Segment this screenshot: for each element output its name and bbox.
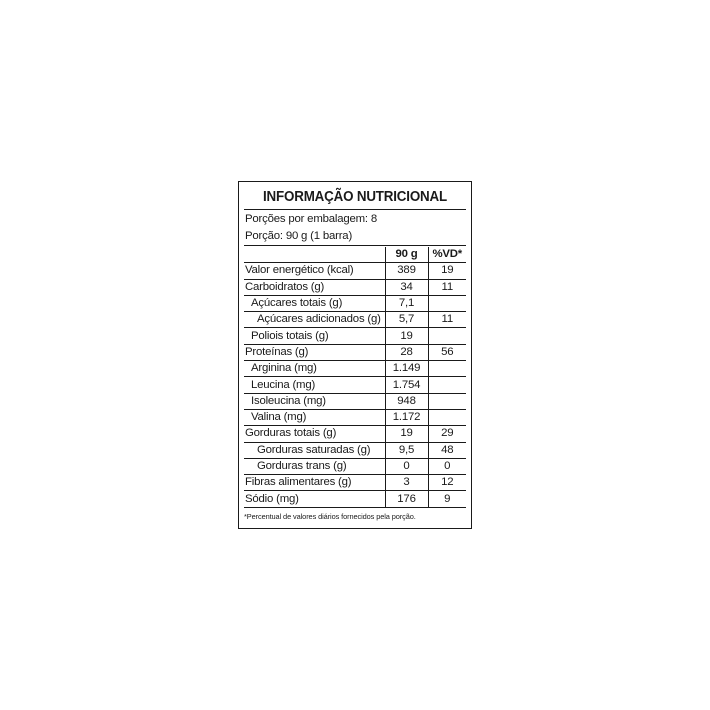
nutrient-daily-value: 48 [428, 442, 466, 458]
table-row [244, 263, 466, 279]
nutrient-amount: 28 [385, 344, 428, 360]
nutrient-amount: 34 [385, 279, 428, 295]
nutrient-daily-value: 11 [428, 279, 466, 295]
serving-size: Porção: 90 g (1 barra) [244, 227, 466, 246]
nutrient-name: Gorduras totais (g) [244, 426, 385, 442]
table-row [244, 377, 466, 393]
nutrient-name: Gorduras trans (g) [244, 458, 385, 474]
nutrition-table [244, 247, 466, 508]
header-nutrient [244, 247, 385, 263]
nutrient-daily-value [428, 328, 466, 344]
nutrient-amount: 0 [385, 458, 428, 474]
nutrient-daily-value: 12 [428, 475, 466, 491]
nutrient-amount: 1.754 [385, 377, 428, 393]
nutrient-daily-value: 9 [428, 491, 466, 507]
nutrient-amount: 19 [385, 328, 428, 344]
nutrient-name: Gorduras saturadas (g) [244, 442, 385, 458]
nutrient-name: Valina (mg) [244, 409, 385, 425]
table-row [244, 393, 466, 409]
table-row [244, 475, 466, 491]
nutrient-daily-value [428, 409, 466, 425]
table-row [244, 295, 466, 311]
nutrient-name: Açúcares adicionados (g) [244, 312, 385, 328]
nutrient-amount: 3 [385, 475, 428, 491]
nutrient-daily-value [428, 295, 466, 311]
nutrient-name: Carboidratos (g) [244, 279, 385, 295]
table-header-row [244, 247, 466, 263]
table-row [244, 279, 466, 295]
nutrient-daily-value: 19 [428, 263, 466, 279]
nutrient-name: Poliois totais (g) [244, 328, 385, 344]
header-amount: 90 g [385, 247, 428, 263]
servings-per-package: Porções por embalagem: 8 [245, 213, 377, 225]
nutrient-daily-value [428, 361, 466, 377]
header-daily-value: %VD* [428, 247, 466, 263]
nutrient-daily-value [428, 393, 466, 409]
label-title: INFORMAÇÃO NUTRICIONAL [263, 188, 447, 205]
footnote: *Percentual de valores diários fornecidos pela porção. [244, 511, 416, 521]
nutrient-name: Valor energético (kcal) [244, 263, 385, 279]
table-row [244, 409, 466, 425]
nutrient-daily-value: 0 [428, 458, 466, 474]
nutrient-daily-value: 29 [428, 426, 466, 442]
table-row [244, 458, 466, 474]
nutrient-amount: 1.149 [385, 361, 428, 377]
nutrient-name: Arginina (mg) [244, 361, 385, 377]
nutrient-amount: 7,1 [385, 295, 428, 311]
nutrient-amount: 9,5 [385, 442, 428, 458]
table-row [244, 312, 466, 328]
table-row [244, 442, 466, 458]
nutrient-name: Açúcares totais (g) [244, 295, 385, 311]
nutrient-daily-value [428, 377, 466, 393]
table-row [244, 491, 466, 507]
nutrition-facts-label [238, 181, 472, 529]
nutrient-daily-value: 11 [428, 312, 466, 328]
nutrient-amount: 389 [385, 263, 428, 279]
nutrient-amount: 5,7 [385, 312, 428, 328]
table-row [244, 344, 466, 360]
nutrient-amount: 176 [385, 491, 428, 507]
nutrient-name: Fibras alimentares (g) [244, 475, 385, 491]
nutrient-amount: 948 [385, 393, 428, 409]
nutrient-name: Isoleucina (mg) [244, 393, 385, 409]
table-row [244, 361, 466, 377]
nutrient-amount: 19 [385, 426, 428, 442]
nutrient-amount: 1.172 [385, 409, 428, 425]
nutrient-name: Sódio (mg) [244, 491, 385, 507]
table-row [244, 426, 466, 442]
nutrient-daily-value: 56 [428, 344, 466, 360]
table-row [244, 328, 466, 344]
nutrient-name: Leucina (mg) [244, 377, 385, 393]
nutrient-name: Proteínas (g) [244, 344, 385, 360]
